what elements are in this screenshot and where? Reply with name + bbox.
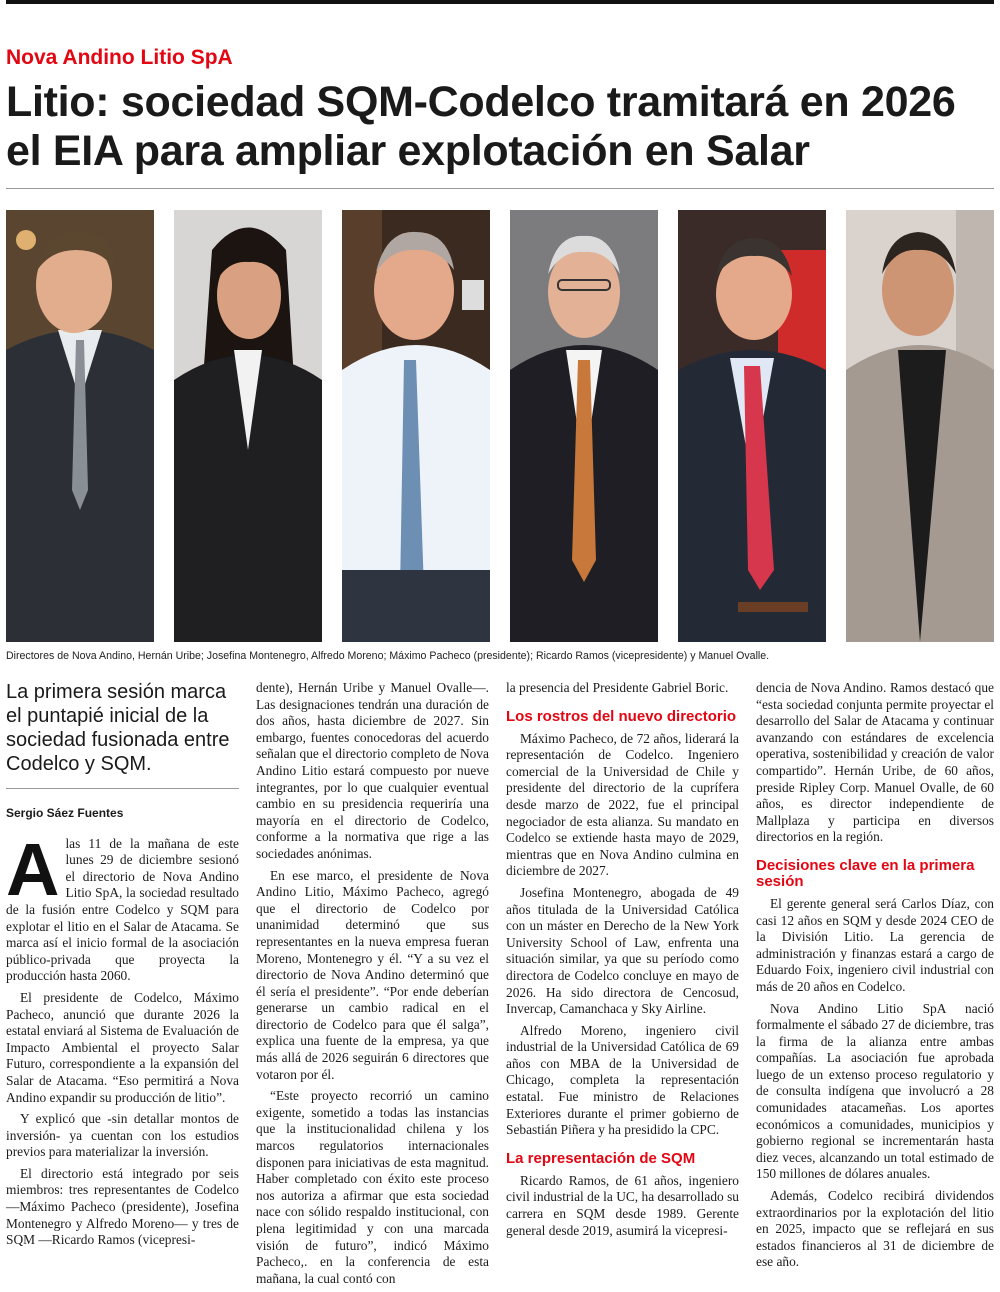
- column-2: [256, 680, 489, 1292]
- paragraph: Máximo Pacheco, de 72 años, liderará la representación de Codelco. Ingeniero comercial de la Universidad de Chile y presidente del directorio de la cuprífera desde marzo de 2022, fue el principal negociador de esta alianza. Su mandato en Codelco se extiende hasta mayo de 2029, mientras que en Nova Andino culmina en diciembre de 2027.: [506, 730, 739, 879]
- photo-ricardo-ramos: [678, 210, 826, 642]
- photo-manuel-ovalle: [846, 210, 994, 642]
- paragraph: Josefina Montenegro, abogada de 49 años titulada de la Universidad Católica con un máster en Derecho de la New York University School of Law, enfrenta una situación similar, ya que su período como directora de Codelco concluye en mayo de 2026. Ha sido directora de Cencosud, Invercap, Camanchaca y Sky Airline.: [506, 884, 739, 1017]
- subheading-representacion: La representación de SQM: [506, 1149, 696, 1167]
- photo-hernan-uribe: [6, 210, 154, 642]
- paragraph: Alas 11 de la mañana de este lunes 29 de diciembre sesionó el directorio de Nova Andino Litio SpA, la sociedad resultado de la fusión entre Codelco y SQM para explotar el litio en el Salar de Atacama. Se marca así el inicio formal de la asociación público-privada que proyecta la producción hasta 2060.: [6, 827, 239, 984]
- section-kicker: Nova Andino Litio SpA: [6, 46, 233, 69]
- photo-josefina-montenegro: [174, 210, 322, 642]
- column-4: [756, 680, 994, 1276]
- paragraph: Nova Andino Litio SpA nació formalmente el sábado 27 de diciembre, tras la firma de la alianza entre ambas compañías. La asociación fue aprobada luego de un extenso proceso regulatorio y de consulta indígena que involucró a 28 comunidades atacameñas. Los aportes económicos a comunidades, municipios y gobierno regional se incrementarán hasta diez veces, alcanzando un total estimado de 150 millones de dólares anuales.: [756, 1000, 994, 1182]
- paragraph: dencia de Nova Andino. Ramos destacó que “esta sociedad conjunta permite proyectar el desarrollo del Salar de Atacama y continuar avanzando con estándares de excelencia operativa, sostenibilidad y creación de valor compartido”. Hernán Uribe, de 60 años, preside Ripley Corp. Manuel Ovalle, de 60 años, es director independiente de Mallplaza y participa en diversos directorios en la región.: [756, 680, 994, 845]
- photo-alfredo-moreno: [342, 210, 490, 642]
- column-3: [506, 680, 739, 1244]
- headline: Litio: sociedad SQM-Codelco tramitará en 2026 el EIA para ampliar explotación en Salar: [6, 78, 956, 175]
- paragraph: Además, Codelco recibirá dividendos extraordinarios por la explotación del litio en 2025, impacto que se reflejará en sus estados financieros al 31 de diciembre de ese año.: [756, 1188, 994, 1270]
- paragraph: El presidente de Codelco, Máximo Pacheco, anunció que durante 2026 la estatal enviará al Sistema de Evaluación de Impacto Ambiental el proyecto Salar Futuro, correspondiente a la expansión del Salar de Atacama. “Eso permitirá a Nova Andino expandir su producción de litio”.: [6, 989, 239, 1105]
- paragraph: En ese marco, el presidente de Nova Andino Litio, Máximo Pacheco, agregó que el directorio de Codelco por unanimidad determinó que sus representantes en la nueva empresa fueran Moreno, Montenegro y él. “Y a su vez el directorio de Nova Andino determinó que él sería el presidente”. “Por ende deberían generarse un cambio radical en el directorio de Codelco para que él salga”, explica una fuente de la empresa, ya que más allá de 2026 seguirán 6 directores que votaron por él.: [256, 867, 489, 1082]
- paragraph: la presencia del Presidente Gabriel Boric.: [506, 680, 729, 695]
- drop-cap: A: [6, 827, 60, 911]
- paragraph: El gerente general será Carlos Díaz, con casi 12 años en SQM y desde 2024 CEO de la División Litio. La gerencia de administración y finanzas estará a cargo de Eduardo Foix, ingeniero civil industrial con más de 20 años en Codelco.: [756, 895, 994, 994]
- lead-text: La primera sesión marca el puntapié inicial de la sociedad fusionada entre Codelco y SQM.: [6, 681, 230, 775]
- photo-caption: Directores de Nova Andino, Hernán Uribe; Josefina Montenegro, Alfredo Moreno; Máximo Pacheco (presidente); Ricardo Ramos (vicepresidente) y Manuel Ovalle.: [6, 650, 770, 662]
- paragraph: El directorio está integrado por seis miembros: tres representantes de Codelco —Máximo Pacheco (presidente), Josefina Montenegro y Alfredo Moreno— y tres de SQM —Ricardo Ramos (vicepresi-: [6, 1165, 239, 1248]
- photo-maximo-pacheco: [510, 210, 658, 642]
- column-1: [6, 680, 239, 1254]
- paragraph: Alfredo Moreno, ingeniero civil industrial de la Universidad Católica de 69 años con MBA de la Universidad de Chicago, completa la representación estatal. Fue ministro de Relaciones Exteriores durante el primer gobierno de Sebastián Piñera y ha presidido la CPC.: [506, 1022, 739, 1138]
- subheading-rostros: Los rostros del nuevo directorio: [506, 707, 737, 725]
- paragraph: Ricardo Ramos, de 61 años, ingeniero civil industrial de la UC, ha desarrollado su carrera en SQM desde 1989. Gerente general desde 2019, asumirá la vicepresi-: [506, 1172, 739, 1238]
- subheading-decisiones: Decisiones clave en la primera sesión: [756, 856, 975, 890]
- paragraph: Y explicó que -sin detallar montos de inversión- ya cuentan con los estudios previos para materializar la inversión.: [6, 1111, 239, 1160]
- paragraph: dente), Hernán Uribe y Manuel Ovalle—. Las designaciones tendrán una duración de dos años, hasta diciembre de 2027. Sin embargo, fuentes conocedoras del acuerdo señalan que el directorio completo de Nova Andino Litio estará compuesto por nueve integrantes, por lo que cualquier eventual cambio en su presidencia requeriría una mayoría en el directorio de Codelco, conforme a la normativa que rige a las sociedades anónimas.: [256, 680, 489, 861]
- headline-divider: [6, 188, 994, 189]
- lead-divider: [6, 788, 239, 789]
- directors-photo-strip: [6, 210, 994, 642]
- byline: Sergio Sáez Fuentes: [6, 806, 124, 820]
- top-rule: [6, 0, 994, 4]
- paragraph: “Este proyecto recorrió un camino exigente, sometido a todas las instancias que la institucionalidad chilena y los marcos regulatorios internacionales disponen para iniciativas de esta magnitud. Haber completado con éxito este proceso nos autoriza a afirmar que esta sociedad nace con sólido respaldo institucional, con plena legitimidad y con una marcada visión de futuro”, indicó Máximo Pacheco,. en la conferencia de esta mañana, la cual contó con: [256, 1088, 489, 1286]
